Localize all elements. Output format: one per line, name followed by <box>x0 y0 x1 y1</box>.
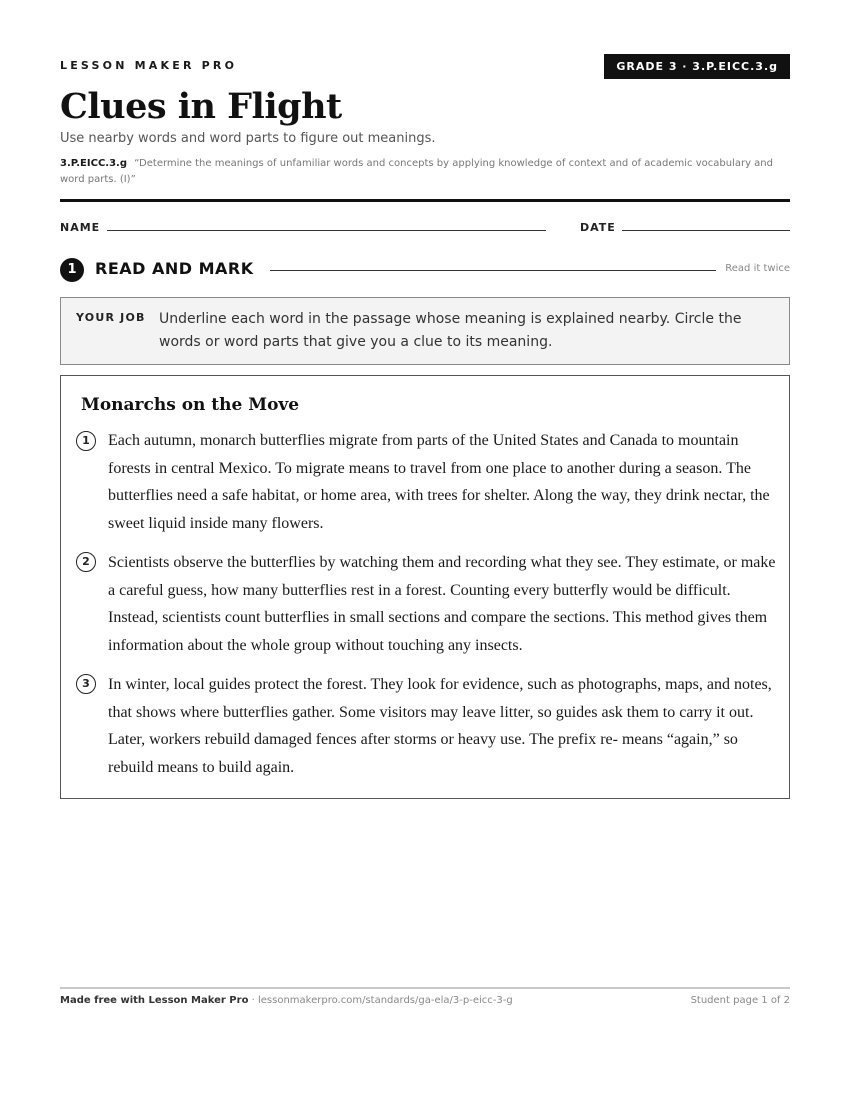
paragraph: Scientists observe the butterflies by watching them and recording what they see. They estimate, or make a careful guess, how many butterflies rest in a forest. Counting every butterfly would be difficult. Instead, scientists count butterflies in small sections and compare the sections. This method gives them information about the whole group without touching any insects. <box>108 554 776 655</box>
job-text: Underline each word in the passage whose meaning is explained nearby. Circle the words or word parts that give you a clue to its meaning. <box>159 311 742 350</box>
footer-url[interactable]: lessonmakerpro.com/standards/ga-ela/3-p-eicc-3-g <box>257 995 513 1006</box>
name-label: NAME <box>60 221 101 234</box>
header-divider <box>60 199 790 202</box>
section-rule <box>270 270 716 271</box>
footer-credit <box>60 995 513 1006</box>
footer-page-number: Student page 1 of 2 <box>690 995 790 1006</box>
paragraph-number: 2 <box>76 552 96 572</box>
paragraph-number: 3 <box>76 674 96 694</box>
date-line[interactable] <box>622 230 790 231</box>
job-label: YOUR JOB <box>76 311 146 324</box>
date-label: DATE <box>580 221 616 234</box>
grade-badge: GRADE 3 · 3.P.EICC.3.g <box>604 54 790 79</box>
passage-box <box>60 375 790 799</box>
section-note: Read it twice <box>725 263 790 274</box>
footer-divider <box>60 987 790 989</box>
footer-made-with: Made free with Lesson Maker Pro <box>60 995 249 1006</box>
paragraph: In winter, local guides protect the forest. They look for evidence, such as photographs, maps, and notes, that shows where butterflies gather. Some visitors may leave litter, so guides ask them to carry it out. Later, workers rebuild damaged fences after storms or heavy use. The prefix re- means “again,” so rebuild means to build again. <box>108 676 772 777</box>
paragraph-number: 1 <box>76 431 96 451</box>
footer-separator: · <box>248 995 258 1006</box>
section-number: 1 <box>60 258 84 282</box>
name-line[interactable] <box>107 230 546 231</box>
paragraph: Each autumn, monarch butterflies migrate from parts of the United States and Canada to mountain forests in central Mexico. To migrate means to travel from one place to another during a season. The butterflies need a safe habitat, or home area, with trees for shelter. Along the way, they drink nectar, the sweet liquid inside many flowers. <box>108 432 770 533</box>
page-subtitle: Use nearby words and word parts to figure out meanings. <box>60 131 436 146</box>
passage-title: Monarchs on the Move <box>81 395 300 415</box>
section-title: READ AND MARK <box>95 259 254 278</box>
page-title: Clues in Flight <box>60 86 342 127</box>
standard-code: 3.P.EICC.3.g <box>60 158 127 169</box>
standard-text: “Determine the meanings of unfamiliar words and concepts by applying knowledge of context and of academic vocabulary and word parts. (I)” <box>60 158 773 185</box>
job-box <box>60 297 790 365</box>
standard-description <box>60 156 790 188</box>
brand-name: LESSON MAKER PRO <box>60 59 238 72</box>
